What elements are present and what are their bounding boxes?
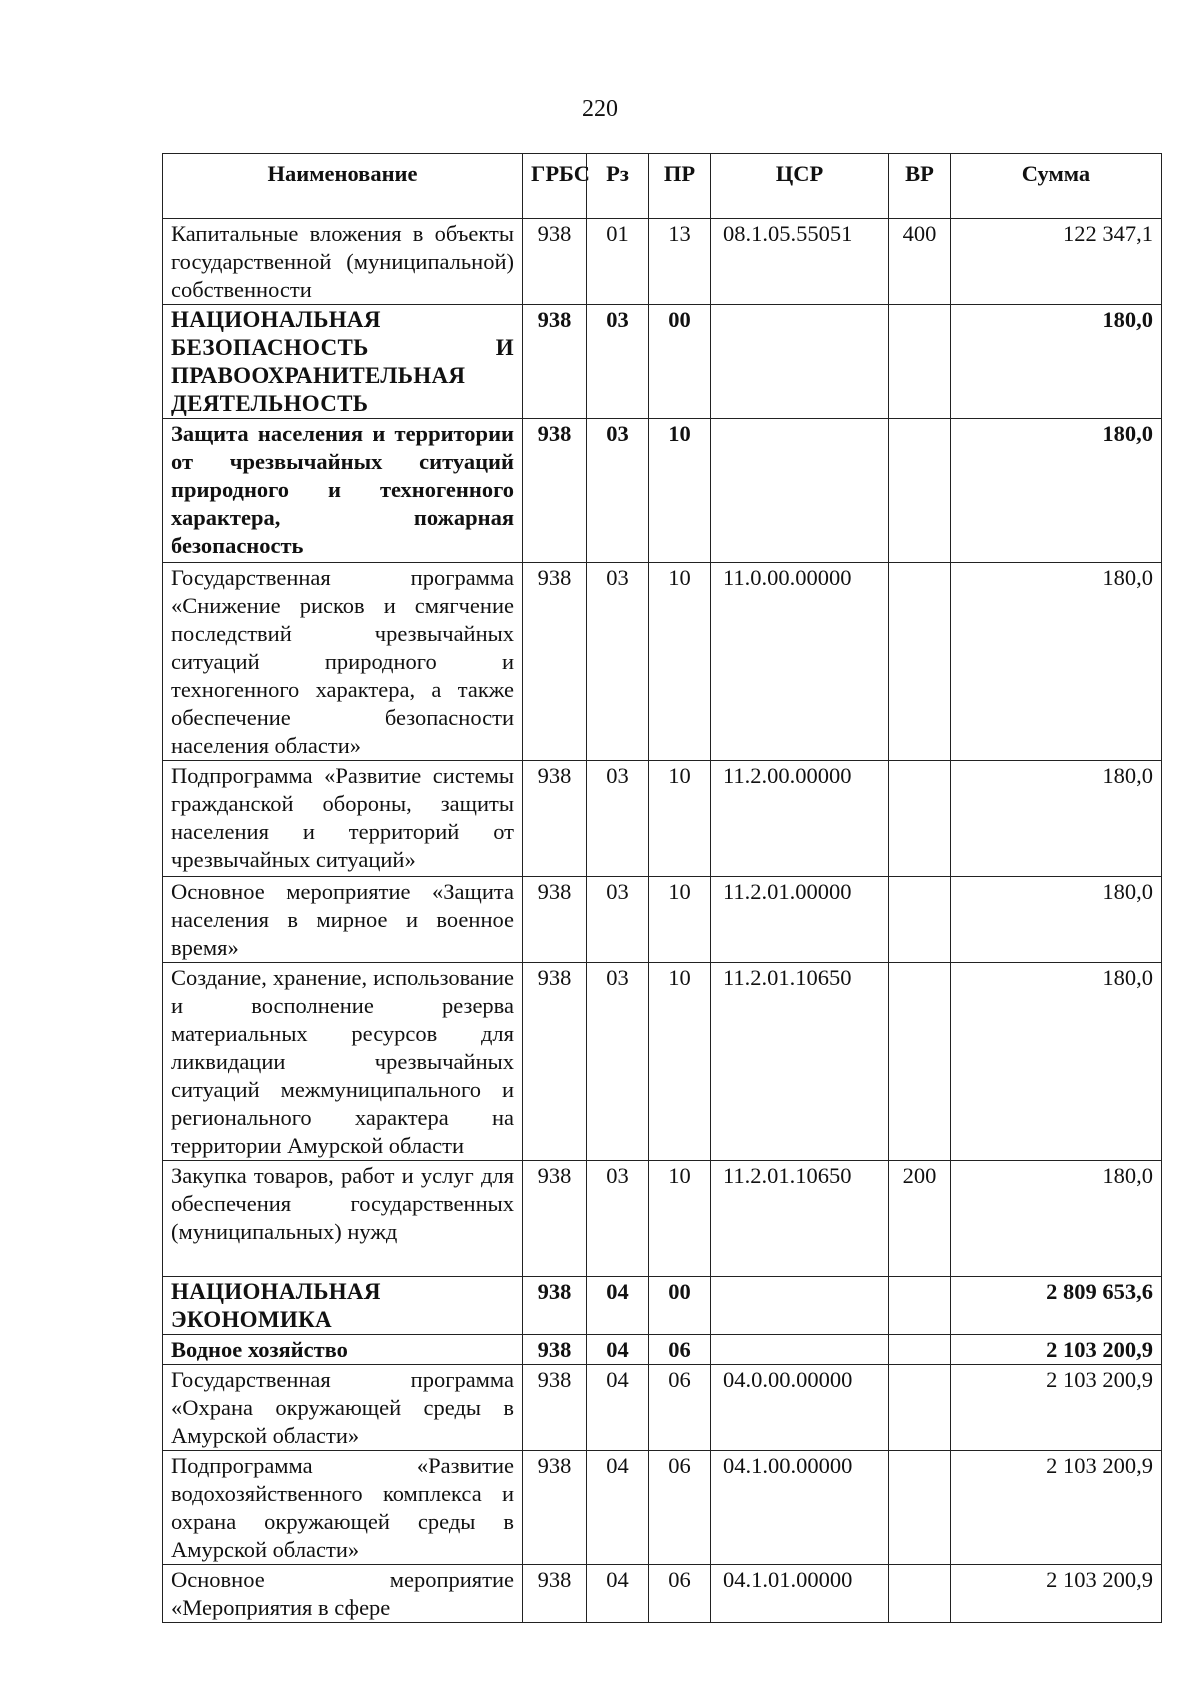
row-name: Защита населения и территории от чрезвычайных ситуаций природного и техногенного характера, пожарная безопасность xyxy=(163,419,523,563)
row-rz: 03 xyxy=(587,305,649,419)
row-vr xyxy=(889,963,951,1161)
row-pr: 10 xyxy=(649,877,711,963)
row-sum: 180,0 xyxy=(951,563,1162,761)
row-rz: 03 xyxy=(587,761,649,877)
row-sum: 180,0 xyxy=(951,305,1162,419)
row-vr xyxy=(889,761,951,877)
row-sum: 2 103 200,9 xyxy=(951,1365,1162,1451)
table-row xyxy=(163,1335,1162,1365)
row-sum: 2 809 653,6 xyxy=(951,1277,1162,1335)
row-pr: 10 xyxy=(649,1161,711,1277)
row-name: НАЦИОНАЛЬНАЯ ЭКОНОМИКА xyxy=(163,1277,523,1335)
row-name: Водное хозяйство xyxy=(163,1335,523,1365)
row-pr: 10 xyxy=(649,963,711,1161)
row-name: Подпрограмма «Развитие водохозяйственного комплекса и охрана окружающей среды в Амурской области» xyxy=(163,1451,523,1565)
table-row xyxy=(163,419,1162,563)
table-row xyxy=(163,1565,1162,1623)
table-row xyxy=(163,1161,1162,1277)
row-name: Подпрограмма «Развитие системы гражданской обороны, защиты населения и территорий от чрезвычайных ситуаций» xyxy=(163,761,523,877)
row-sum: 180,0 xyxy=(951,877,1162,963)
row-rz: 03 xyxy=(587,963,649,1161)
row-grbs: 938 xyxy=(523,1565,587,1623)
table-row xyxy=(163,305,1162,419)
row-rz: 01 xyxy=(587,219,649,305)
row-vr xyxy=(889,1335,951,1365)
table-row xyxy=(163,1365,1162,1451)
row-name: Основное мероприятие «Мероприятия в сфере xyxy=(163,1565,523,1623)
row-rz: 03 xyxy=(587,563,649,761)
row-vr xyxy=(889,877,951,963)
row-pr: 00 xyxy=(649,1277,711,1335)
row-vr xyxy=(889,1365,951,1451)
row-pr: 10 xyxy=(649,563,711,761)
table-row xyxy=(163,1277,1162,1335)
row-sum: 180,0 xyxy=(951,963,1162,1161)
row-sum: 2 103 200,9 xyxy=(951,1451,1162,1565)
row-vr xyxy=(889,563,951,761)
header-rz: Рз xyxy=(587,154,649,219)
row-csr xyxy=(711,419,889,563)
row-grbs: 938 xyxy=(523,219,587,305)
row-name: Создание, хранение, использование и восполнение резерва материальных ресурсов для ликвидации чрезвычайных ситуаций межмуниципального и регионального характера на территории Амурской области xyxy=(163,963,523,1161)
row-rz: 04 xyxy=(587,1365,649,1451)
header-vr: ВР xyxy=(889,154,951,219)
row-vr: 400 xyxy=(889,219,951,305)
row-grbs: 938 xyxy=(523,1335,587,1365)
row-rz: 04 xyxy=(587,1335,649,1365)
row-csr: 04.0.00.00000 xyxy=(711,1365,889,1451)
row-csr: 11.2.01.10650 xyxy=(711,963,889,1161)
row-name: Основное мероприятие «Защита населения в мирное и военное время» xyxy=(163,877,523,963)
row-rz: 04 xyxy=(587,1451,649,1565)
row-grbs: 938 xyxy=(523,877,587,963)
table-row xyxy=(163,219,1162,305)
row-grbs: 938 xyxy=(523,1451,587,1565)
row-pr: 06 xyxy=(649,1565,711,1623)
row-grbs: 938 xyxy=(523,963,587,1161)
row-name: Закупка товаров, работ и услуг для обеспечения государственных (муниципальных) нужд xyxy=(163,1161,523,1277)
row-csr: 11.2.01.00000 xyxy=(711,877,889,963)
row-sum: 122 347,1 xyxy=(951,219,1162,305)
row-csr: 11.2.00.00000 xyxy=(711,761,889,877)
header-csr: ЦСР xyxy=(711,154,889,219)
row-sum: 180,0 xyxy=(951,1161,1162,1277)
table-row xyxy=(163,877,1162,963)
row-grbs: 938 xyxy=(523,761,587,877)
table-row xyxy=(163,761,1162,877)
row-sum: 2 103 200,9 xyxy=(951,1565,1162,1623)
row-rz: 03 xyxy=(587,419,649,563)
table-header-row xyxy=(163,154,1162,219)
table-row xyxy=(163,563,1162,761)
row-csr: 11.0.00.00000 xyxy=(711,563,889,761)
row-vr xyxy=(889,305,951,419)
row-rz: 04 xyxy=(587,1277,649,1335)
row-grbs: 938 xyxy=(523,563,587,761)
row-rz: 04 xyxy=(587,1565,649,1623)
row-vr xyxy=(889,1451,951,1565)
row-pr: 06 xyxy=(649,1335,711,1365)
row-pr: 06 xyxy=(649,1451,711,1565)
row-name: Государственная программа «Снижение рисков и смягчение последствий чрезвычайных ситуаций природного и техногенного характера, а также обеспечение безопасности населения области» xyxy=(163,563,523,761)
row-rz: 03 xyxy=(587,877,649,963)
budget-table xyxy=(162,153,1162,1623)
row-csr xyxy=(711,1335,889,1365)
header-pr: ПР xyxy=(649,154,711,219)
row-csr xyxy=(711,1277,889,1335)
row-name: Государственная программа «Охрана окружающей среды в Амурской области» xyxy=(163,1365,523,1451)
row-grbs: 938 xyxy=(523,1161,587,1277)
row-sum: 180,0 xyxy=(951,761,1162,877)
row-rz: 03 xyxy=(587,1161,649,1277)
row-grbs: 938 xyxy=(523,419,587,563)
row-csr: 04.1.01.00000 xyxy=(711,1565,889,1623)
header-name: Наименование xyxy=(163,154,523,219)
row-csr: 08.1.05.55051 xyxy=(711,219,889,305)
row-name: НАЦИОНАЛЬНАЯ БЕЗОПАСНОСТЬ И ПРАВООХРАНИТЕЛЬНАЯ ДЕЯТЕЛЬНОСТЬ xyxy=(163,305,523,419)
row-name: Капитальные вложения в объекты государственной (муниципальной) собственности xyxy=(163,219,523,305)
row-grbs: 938 xyxy=(523,305,587,419)
page-number: 220 xyxy=(582,96,618,122)
row-sum: 2 103 200,9 xyxy=(951,1335,1162,1365)
table-row xyxy=(163,963,1162,1161)
row-vr xyxy=(889,1565,951,1623)
row-sum: 180,0 xyxy=(951,419,1162,563)
row-vr xyxy=(889,419,951,563)
row-csr: 04.1.00.00000 xyxy=(711,1451,889,1565)
header-grbs: ГРБС xyxy=(523,154,587,219)
row-pr: 06 xyxy=(649,1365,711,1451)
row-grbs: 938 xyxy=(523,1277,587,1335)
row-pr: 10 xyxy=(649,419,711,563)
table-row xyxy=(163,1451,1162,1565)
row-csr xyxy=(711,305,889,419)
header-sum: Сумма xyxy=(951,154,1162,219)
row-vr xyxy=(889,1277,951,1335)
row-csr: 11.2.01.10650 xyxy=(711,1161,889,1277)
row-pr: 13 xyxy=(649,219,711,305)
row-vr: 200 xyxy=(889,1161,951,1277)
row-pr: 00 xyxy=(649,305,711,419)
row-pr: 10 xyxy=(649,761,711,877)
row-grbs: 938 xyxy=(523,1365,587,1451)
